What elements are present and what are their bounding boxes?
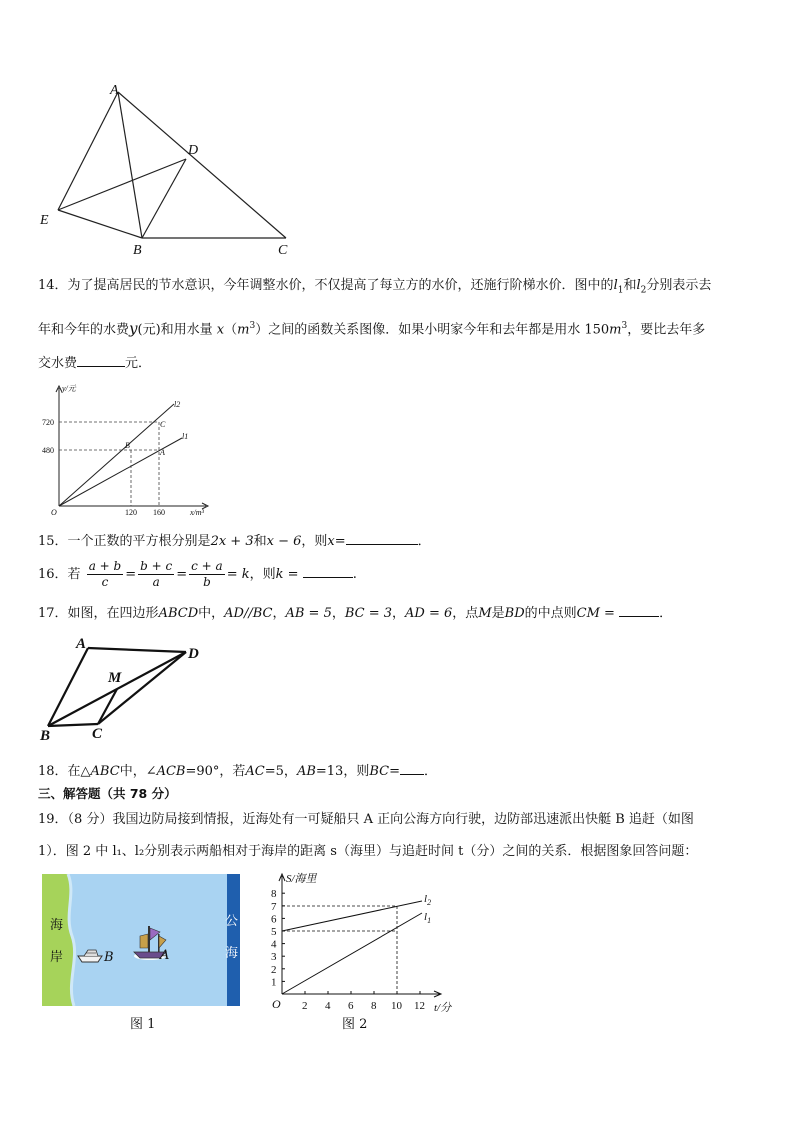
math-ab: AB — [296, 764, 316, 779]
y-tick-480: 480 — [42, 446, 54, 455]
y-tick-label-5: 5 — [271, 926, 277, 938]
question-19-line-1: 19．（8 分）我国边防局接到情报，近海处有一可疑船只 A 正向公海方向行驶，边防部迅速派出快艇 B 追赶（如图 — [38, 812, 694, 827]
question-18 — [38, 760, 758, 782]
question-text: 元． — [125, 356, 152, 371]
question-14-line-2 — [38, 316, 758, 340]
x-tick-label-12: 12 — [414, 1000, 425, 1012]
math-expression: x − 6 — [266, 534, 302, 549]
math-bc: BC — [369, 764, 390, 779]
label-A: A — [110, 83, 119, 98]
question-16: 16．若 $\frac{a + b}{c}$ = $\frac{b + c}{a}$ = $\frac{c + a}{b}$ = k，则k = . — [38, 559, 357, 589]
point-C: C — [160, 420, 166, 429]
math-exponent: 3 — [249, 321, 256, 331]
open-sea-strip — [227, 874, 240, 1006]
math-sub: 1 — [617, 285, 624, 296]
answer-blank[interactable] — [400, 760, 424, 775]
question-number: 14． — [38, 278, 68, 293]
origin-label: O — [51, 508, 57, 517]
math-k: k — [275, 567, 284, 582]
segment-AB — [118, 92, 142, 238]
y-tick-label-8: 8 — [271, 888, 277, 901]
question-text: (元)和用水量 — [137, 322, 213, 338]
question-text: 若 — [67, 567, 81, 582]
math-y: y — [129, 319, 138, 338]
math-ac: AC — [245, 764, 265, 779]
segment-AC — [118, 92, 286, 238]
question-number: 15． — [38, 534, 68, 549]
question-text: 是 — [491, 606, 505, 621]
question-text: ， — [392, 606, 406, 621]
answer-blank[interactable] — [77, 352, 125, 367]
y-tick-720: 720 — [42, 418, 54, 427]
question-text: 为了提高居民的节水意识，今年调整水价，不仅提高了每立方的水价，还施行阶梯水价．图中的 — [67, 278, 614, 293]
math-cm: CM — [576, 606, 600, 621]
question-text: ． — [417, 534, 431, 549]
math-exponent: 3 — [621, 321, 628, 331]
math-condition: AB = 5 — [285, 606, 332, 621]
line-l2 — [282, 901, 422, 931]
math-equals: = — [599, 606, 615, 621]
line-l2 — [59, 404, 174, 506]
question-19-line-2: 1）．图 2 中 l₁、l₂分别表示两船相对于海岸的距离 s（海里）与追赶时间 t（分）之间的关系．根据图象回答问题： — [38, 844, 698, 859]
y-tick-label-6: 6 — [271, 913, 277, 926]
label-A: A — [76, 636, 87, 652]
segment-BD — [142, 159, 186, 238]
math-unit: m — [237, 322, 250, 338]
segment-BC — [48, 724, 98, 726]
fraction-2 — [138, 559, 174, 590]
math-condition: AD = 6 — [405, 606, 453, 621]
question-text: ， — [331, 606, 345, 621]
line-label-l1: l1 — [182, 432, 189, 441]
y-tick-label-1: 1 — [271, 976, 277, 989]
segment-CD — [98, 652, 186, 724]
answer-blank[interactable] — [619, 602, 659, 617]
figure-quadrilateral-q17 — [36, 634, 216, 746]
math-condition: AD//BC — [224, 606, 273, 621]
section-title: 三、解答题（共 78 分） — [38, 786, 177, 801]
segment-AD — [88, 648, 186, 652]
math-acb: ACB — [156, 764, 186, 779]
question-text: 和 — [253, 534, 267, 549]
question-text: 的中点则 — [524, 606, 577, 621]
s-axis-label: S/海里 — [286, 873, 317, 885]
figure-triangle-q13 — [36, 80, 306, 260]
math-equals: = — [334, 534, 346, 549]
question-15 — [38, 530, 758, 552]
y-tick-label-2: 2 — [271, 963, 277, 976]
math-sub: 2 — [640, 285, 647, 296]
math-bd: BD — [504, 606, 525, 621]
label-E: E — [40, 213, 49, 228]
segment-AE — [58, 92, 118, 210]
label-D: D — [188, 646, 199, 662]
question-text: ）之间的函数关系图像．如果小明家今年和去年都是用水 150 — [255, 322, 610, 338]
answer-blank[interactable] — [303, 563, 353, 578]
sea-scene-drawing — [42, 874, 240, 1006]
question-text: 交水费 — [38, 356, 78, 371]
fraction-denominator: c — [101, 575, 109, 589]
ship-A-label: A — [160, 948, 170, 963]
label-C: C — [92, 726, 103, 742]
math-m: M — [478, 606, 492, 621]
x-tick-label-8: 8 — [371, 1000, 377, 1012]
segment-EB — [58, 210, 142, 238]
question-text: 一个正数的平方根分别是 — [67, 534, 211, 549]
figure-1-caption: 图 1 — [130, 1017, 156, 1032]
question-text: 年和今年的水费 — [38, 322, 130, 338]
question-text: ． — [659, 606, 673, 621]
t-axis-label: t/分 — [434, 1002, 452, 1014]
open-sea-label-1: 公 — [225, 914, 239, 929]
math-unit: m — [609, 322, 622, 338]
y-axis-label: y/元 — [62, 384, 76, 393]
y-tick-label-4: 4 — [271, 938, 277, 951]
fraction-numerator: b + c — [140, 559, 173, 573]
math-condition: BC = 3 — [344, 606, 393, 621]
open-sea-label-2: 海 — [225, 946, 239, 961]
segment-ED — [58, 159, 186, 210]
label-B: B — [40, 728, 51, 744]
question-text: 在△ — [67, 764, 91, 779]
fraction-numerator: c + a — [191, 559, 223, 573]
math-expression: = k — [226, 567, 250, 582]
label-B: B — [133, 243, 142, 258]
question-text: 分别表示去 — [646, 278, 712, 293]
question-number: 17． — [38, 606, 68, 621]
math-quad: ABCD — [158, 606, 199, 621]
question-text: = — [389, 764, 400, 779]
question-17 — [38, 602, 758, 624]
x-axis-label: x/m³ — [190, 508, 204, 517]
origin-label: O — [272, 997, 281, 1011]
y-tick-label-7: 7 — [271, 900, 277, 913]
figure-2-caption: 图 2 — [342, 1017, 368, 1032]
fraction-denominator: a — [152, 575, 160, 589]
line-label-l1: $l_1$ — [424, 911, 432, 925]
coast-label-1: 海 — [50, 918, 64, 933]
y-tick-label-3: 3 — [271, 951, 277, 964]
question-text: ，点 — [452, 606, 479, 621]
x-tick-label-4: 4 — [325, 1000, 331, 1012]
line-label-l2: $l_2$ — [424, 893, 432, 907]
question-text: ． — [423, 764, 437, 779]
x-tick-label-10: 10 — [391, 1000, 402, 1012]
q14-function-graph — [40, 382, 220, 518]
line-label-l2: l2 — [174, 400, 181, 409]
label-C: C — [278, 243, 288, 258]
x-tick-120: 120 — [125, 508, 137, 517]
question-text: =13，则 — [315, 764, 370, 779]
x-tick-label-6: 6 — [348, 1000, 354, 1012]
question-text: =5， — [264, 764, 297, 779]
point-B: B — [125, 441, 130, 450]
question-text: ，则 — [301, 534, 328, 549]
question-text: =90°，若 — [185, 764, 246, 779]
question-text: 中，∠ — [119, 764, 157, 779]
question-text: ，则 — [249, 567, 276, 582]
question-text: . — [352, 567, 357, 582]
figure-2-distance-time-graph — [258, 868, 458, 1018]
coast-label-2: 岸 — [50, 950, 64, 965]
line-l1 — [282, 913, 422, 994]
question-number: 18． — [38, 764, 68, 779]
answer-blank[interactable] — [346, 530, 418, 545]
math-x: x — [327, 534, 335, 549]
fraction-denominator: b — [203, 575, 211, 589]
question-text: ，要比去年多 — [627, 322, 706, 338]
label-D: D — [188, 143, 199, 158]
boat-B-label: B — [104, 950, 114, 965]
math-equals: = — [283, 567, 299, 582]
question-text: 中， — [198, 606, 225, 621]
point-A: A — [160, 448, 165, 457]
math-l1: l — [613, 278, 618, 293]
fraction-3 — [189, 559, 225, 590]
math-l2: l — [636, 278, 641, 293]
question-14-line-1 — [38, 276, 758, 301]
fraction-1 — [87, 559, 124, 590]
question-text: ， — [272, 606, 286, 621]
x-tick-label-2: 2 — [302, 1000, 308, 1012]
math-expression: 2x + 3 — [210, 534, 254, 549]
question-text: （ — [224, 322, 238, 338]
math-abc: ABC — [90, 764, 120, 779]
question-text: 如图，在四边形 — [67, 606, 159, 621]
fraction-numerator: a + b — [88, 559, 122, 573]
figure-1-sea-scene — [42, 874, 240, 1006]
x-tick-160: 160 — [153, 508, 165, 517]
question-number: 16． — [38, 567, 68, 582]
label-M: M — [108, 670, 122, 686]
question-14-line-3 — [38, 352, 758, 374]
question-text: 和 — [623, 278, 637, 293]
math-x: x — [216, 322, 225, 338]
